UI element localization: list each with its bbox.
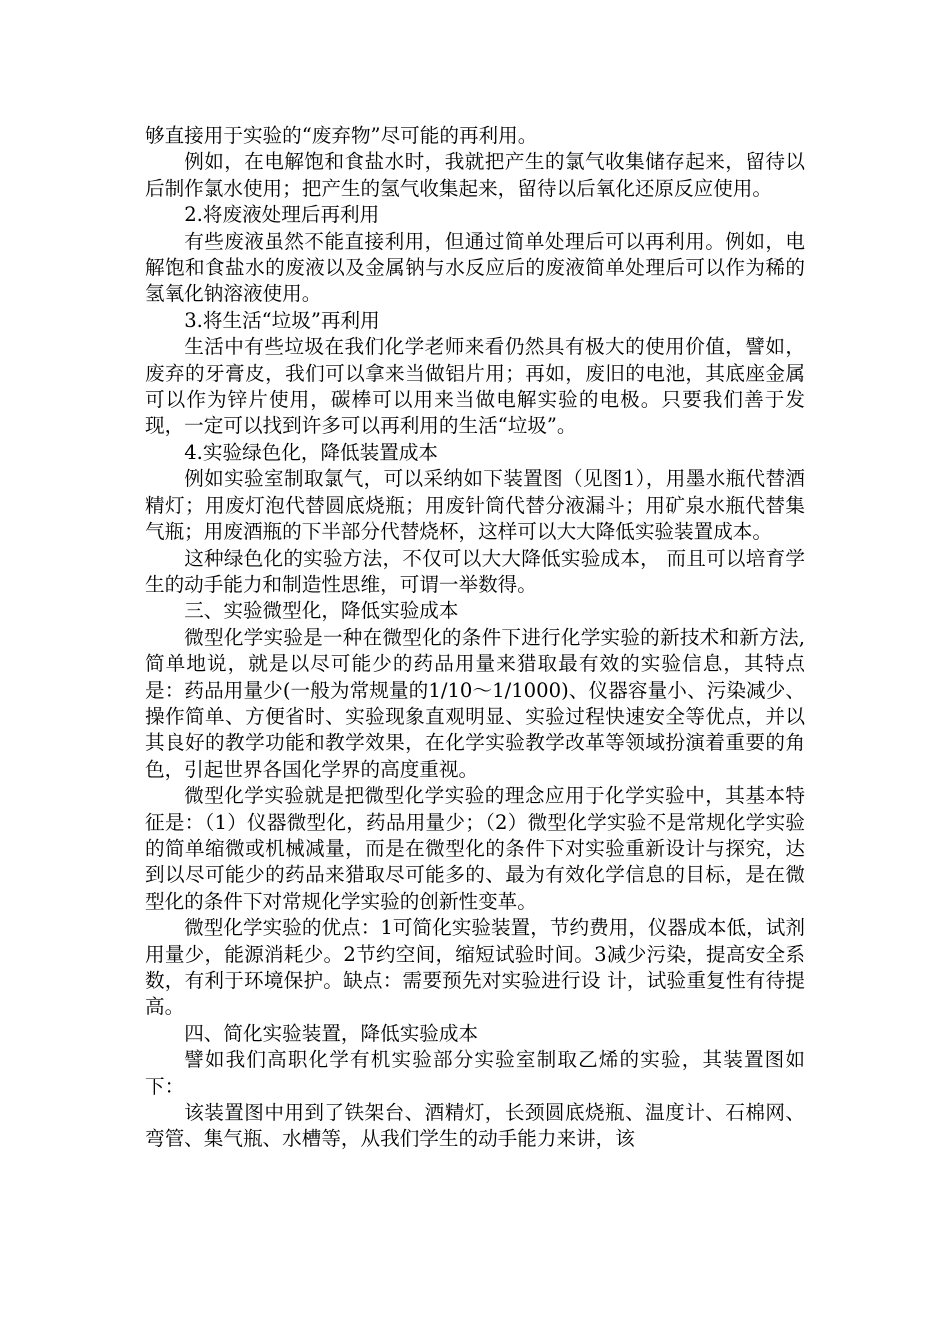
heading-green-experiment: 4.实验绿色化，降低装置成本 (184, 440, 439, 464)
paragraph-green-benefits: 这种绿色化的实验方法，不仅可以大大降低实验成本， 而且可以培育学生的动手能力和制造性思维，可谓一举数得。 (145, 546, 805, 596)
heading-section-four: 四、简化实验装置，降低实验成本 (184, 1021, 479, 1045)
document-page (145, 123, 805, 1153)
paragraph-continuation: 够直接用于实验的“废弃物”尽可能的再利用。 (145, 124, 538, 147)
paragraph-example-electrolysis: 例如，在电解饱和食盐水时，我就把产生的氯气收集储存起来，留待以后制作氯水使用；把产生的氢气收集起来，留待以后氧化还原反应使用。 (145, 150, 805, 200)
paragraph-micro-features: 微型化学实验就是把微型化学实验的理念应用于化学实验中，其基本特征是：（1）仪器微型化，药品用量少；（2）微型化学实验不是常规化学实验的简单缩微或机械减量，而是在微型化的条件下对实验重新设计与探究，达到以尽可能少的药品来猎取尽可能多的、最为有效化学信息的目标，是在微型化的条件下对常规化学实验的创新性变革。 (145, 784, 805, 913)
paragraph-life-garbage: 生活中有些垃圾在我们化学老师来看仍然具有极大的使用价值，譬如，废弃的牙膏皮，我们可以拿来当做铝片用；再如，废旧的电池，其底座金属可以作为锌片使用，碳棒可以用来当做电解实验的电极。只要我们善于发现，一定可以找到许多可以再利用的生活“垃圾”。 (145, 335, 805, 438)
heading-life-garbage: 3.将生活“垃圾”再利用 (184, 308, 380, 332)
heading-waste-liquid: 2.将废液处理后再利用 (184, 203, 380, 227)
paragraph-micro-definition: 微型化学实验是一种在微型化的条件下进行化学实验的新技术和新方法,简单地说，就是以尽可能少的药品用量来猎取最有效的实验信息，其特点是：药品用量少(一般为常规量的1/10～1/1000)、仪器容量小、污染减少、操作简单、方便省时、实验现象直观明显、实验过程快速安全等优点，并以其良好的教学功能和教学效果，在化学实验教学改革等领域扮演着重要的角色，引起世界各国化学界的高度重视。 (145, 625, 805, 781)
paragraph-micro-pros-cons: 微型化学实验的优点：1可简化实验装置，节约费用，仪器成本低，试剂用量少，能源消耗少。2节约空间，缩短试验时间。3减少污染，提高安全系数，有利于环境保护。缺点：需要预先对实验进行设 计，试验重复性有待提高。 (145, 916, 805, 1019)
paragraph-ethylene-example: 譬如我们高职化学有机实验部分实验室制取乙烯的实验，其装置图如下： (145, 1048, 805, 1098)
paragraph-waste-liquid: 有些废液虽然不能直接利用，但通过简单处理后可以再利用。例如，电解饱和食盐水的废液以及金属钠与水反应后的废液简单处理后可以作为稀的氢氧化钠溶液使用。 (145, 229, 805, 306)
heading-section-three: 三、实验微型化，降低实验成本 (184, 599, 459, 623)
paragraph-apparatus-list: 该装置图中用到了铁架台、酒精灯，长颈圆底烧瓶、温度计、石棉网、弯管、集气瓶、水槽等，从我们学生的动手能力来讲，该 (145, 1101, 805, 1151)
paragraph-chlorine-apparatus: 例如实验室制取氯气，可以采纳如下装置图（见图1），用墨水瓶代替酒精灯；用废灯泡代替圆底烧瓶；用废针筒代替分液漏斗；用矿泉水瓶代替集气瓶；用废酒瓶的下半部分代替烧杯，这样可以大大降低实验装置成本。 (145, 467, 805, 544)
